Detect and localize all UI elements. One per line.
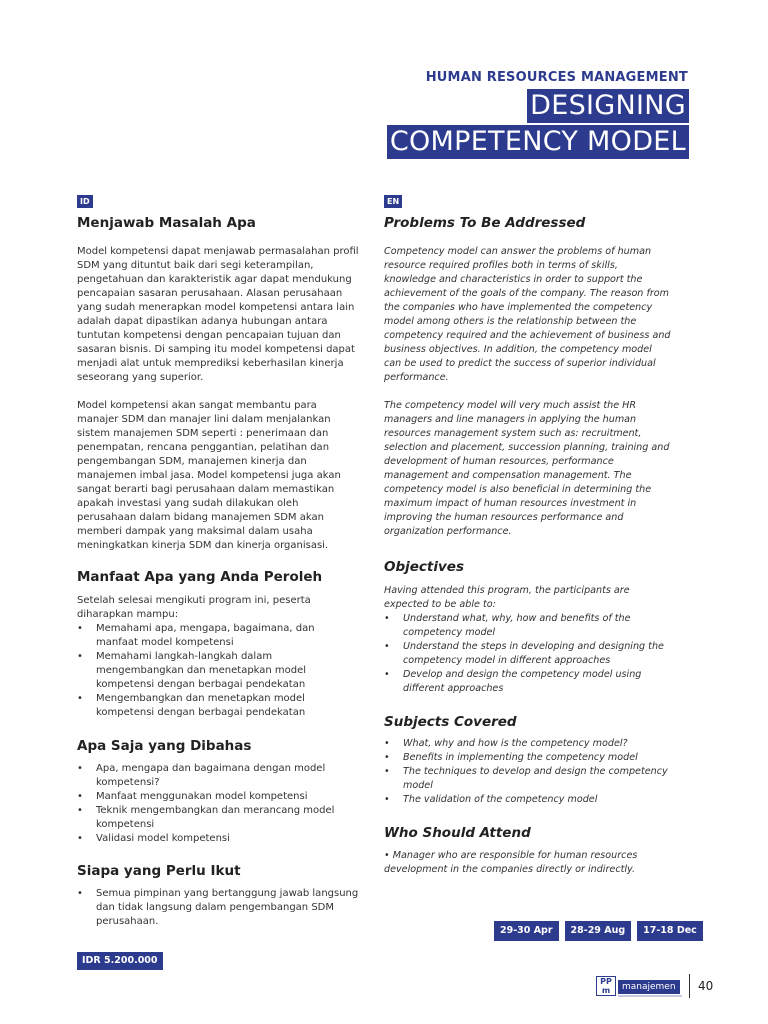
paragraph: Model kompetensi dapat menjawab permasalahan profil SDM yang dituntut baik dari segi keterampilan, pengetahuan dan karakteristik agar dapat mendukung pencapaian sasaran perusahaan. Alasan perusahaan yang sudah menerapkan model kompetensi antara lain adalah dapat dipastikan adanya hubungan antara tuntutan kompetensi dengan pencapaian tujuan dan sasaran bisnis. Di samping itu model kompetensi dapat menjadi alat untuk memprediksi keberhasilan kinerja seseorang yang superior.: [77, 246, 359, 383]
footer-divider: [689, 974, 690, 998]
logo-text: manajemen: [618, 980, 680, 994]
paragraph: Setelah selesai mengikuti program ini, peserta diharapkan mampu:: [77, 595, 311, 620]
page-title-line-2: COMPETENCY MODEL: [387, 125, 689, 159]
paragraph: Having attended this program, the participants are expected to be able to:: [384, 585, 630, 610]
section-heading: Siapa yang Perlu Ikut: [77, 863, 241, 879]
list-item: • Manfaat menggunakan model kompetensi: [77, 790, 359, 804]
list-item: • Teknik mengembangkan dan merancang model kompetensi: [77, 804, 359, 832]
list-item: • Benefits in implementing the competency model: [384, 751, 672, 765]
section-heading: Subjects Covered: [384, 714, 517, 730]
price-badge: IDR 5.200.000: [77, 952, 163, 970]
list-item: • Develop and design the competency model using different approaches: [384, 668, 672, 696]
english-column: [384, 214, 672, 877]
paragraph: Model kompetensi akan sangat membantu para manajer SDM dan manajer lini dalam menjalankan sistem manajemen SDM seperti : penerimaan dan penempatan, rencana penggantian, pelatihan dan pengembangan SDM, manajemen kinerja dan manajemen imbal jasa. Model kompetensi juga akan sangat berarti bagi perusahaan dalam memastikan apakah investasi yang sudah dilakukan oleh perusahaan dalam bidang manajemen SDM akan memberi dampak yang maksimal dalam usaha meningkatkan kinerja SDM dan kinerja organisasi.: [77, 400, 341, 551]
section-heading: Menjawab Masalah Apa: [77, 215, 256, 231]
schedule-dates: [494, 921, 703, 941]
paragraph: Competency model can answer the problems of human resource required profiles both in terms of skills, knowledge and characteristics in order to support the achievement of the goals of the company. The reason from the companies who have implemented the competency model among others is the relationship between the competency required and the achievement of business and business objectives. In addition, the competency model can be used to predict the success of superior individual performance.: [384, 246, 671, 383]
list-item: • Apa, mengapa dan bagaimana dengan model kompetensi?: [77, 762, 359, 790]
topics-list: [77, 762, 359, 846]
audience-list: [77, 887, 359, 929]
subjects-list: [384, 737, 672, 807]
benefit-list: [77, 622, 359, 720]
page-number: 40: [698, 979, 714, 993]
list-item: • Understand what, why, how and benefits of the competency model: [384, 612, 672, 640]
list-item: • Memahami apa, mengapa, bagaimana, dan manfaat model kompetensi: [77, 622, 359, 650]
date-badge: 29-30 Apr: [494, 921, 559, 941]
section-heading: Who Should Attend: [384, 825, 531, 841]
section-heading: Objectives: [384, 559, 464, 575]
indonesian-column: [77, 214, 359, 929]
list-item: • The validation of the competency model: [384, 793, 672, 807]
ppm-logo: [596, 976, 682, 996]
list-item: • Understand the steps in developing and designing the competency model in different approaches: [384, 640, 672, 668]
language-tag-en: EN: [384, 195, 402, 208]
logo-underline: [618, 995, 682, 997]
list-item: • Validasi model kompetensi: [77, 832, 359, 846]
list-item: • The techniques to develop and design the competency model: [384, 765, 672, 793]
section-heading: Apa Saja yang Dibahas: [77, 738, 252, 754]
list-item: • Semua pimpinan yang bertanggung jawab langsung dan tidak langsung dalam pengembangan SDM perusahaan.: [77, 887, 359, 929]
date-badge: 28-29 Aug: [565, 921, 632, 941]
paragraph: • Manager who are responsible for human resources development in the companies directly or indirectly.: [384, 850, 638, 875]
list-item: • What, why and how is the competency model?: [384, 737, 672, 751]
header-kicker: HUMAN RESOURCES MANAGEMENT: [425, 70, 688, 85]
date-badge: 17-18 Dec: [637, 921, 703, 941]
objectives-list: [384, 612, 672, 696]
logo-mark-icon: PP m: [596, 976, 616, 996]
section-heading: Manfaat Apa yang Anda Peroleh: [77, 569, 323, 585]
page-title-line-1: DESIGNING: [527, 89, 689, 123]
list-item: • Mengembangkan dan menetapkan model kompetensi dengan berbagai pendekatan: [77, 692, 359, 720]
language-tag-id: ID: [77, 195, 93, 208]
list-item: • Memahami langkah-langkah dalam mengembangkan dan menetapkan model kompetensi dengan berbagai pendekatan: [77, 650, 359, 692]
paragraph: The competency model will very much assist the HR managers and line managers in applying the human resources management system such as: recruitment, selection and placement, succession planning, training and development of human resources, performance management and compensation management. The competency model is also beneficial in determining the maximum impact of human resources investment in improving the human resources performance and organization performance.: [384, 400, 670, 537]
section-heading: Problems To Be Addressed: [384, 215, 586, 231]
